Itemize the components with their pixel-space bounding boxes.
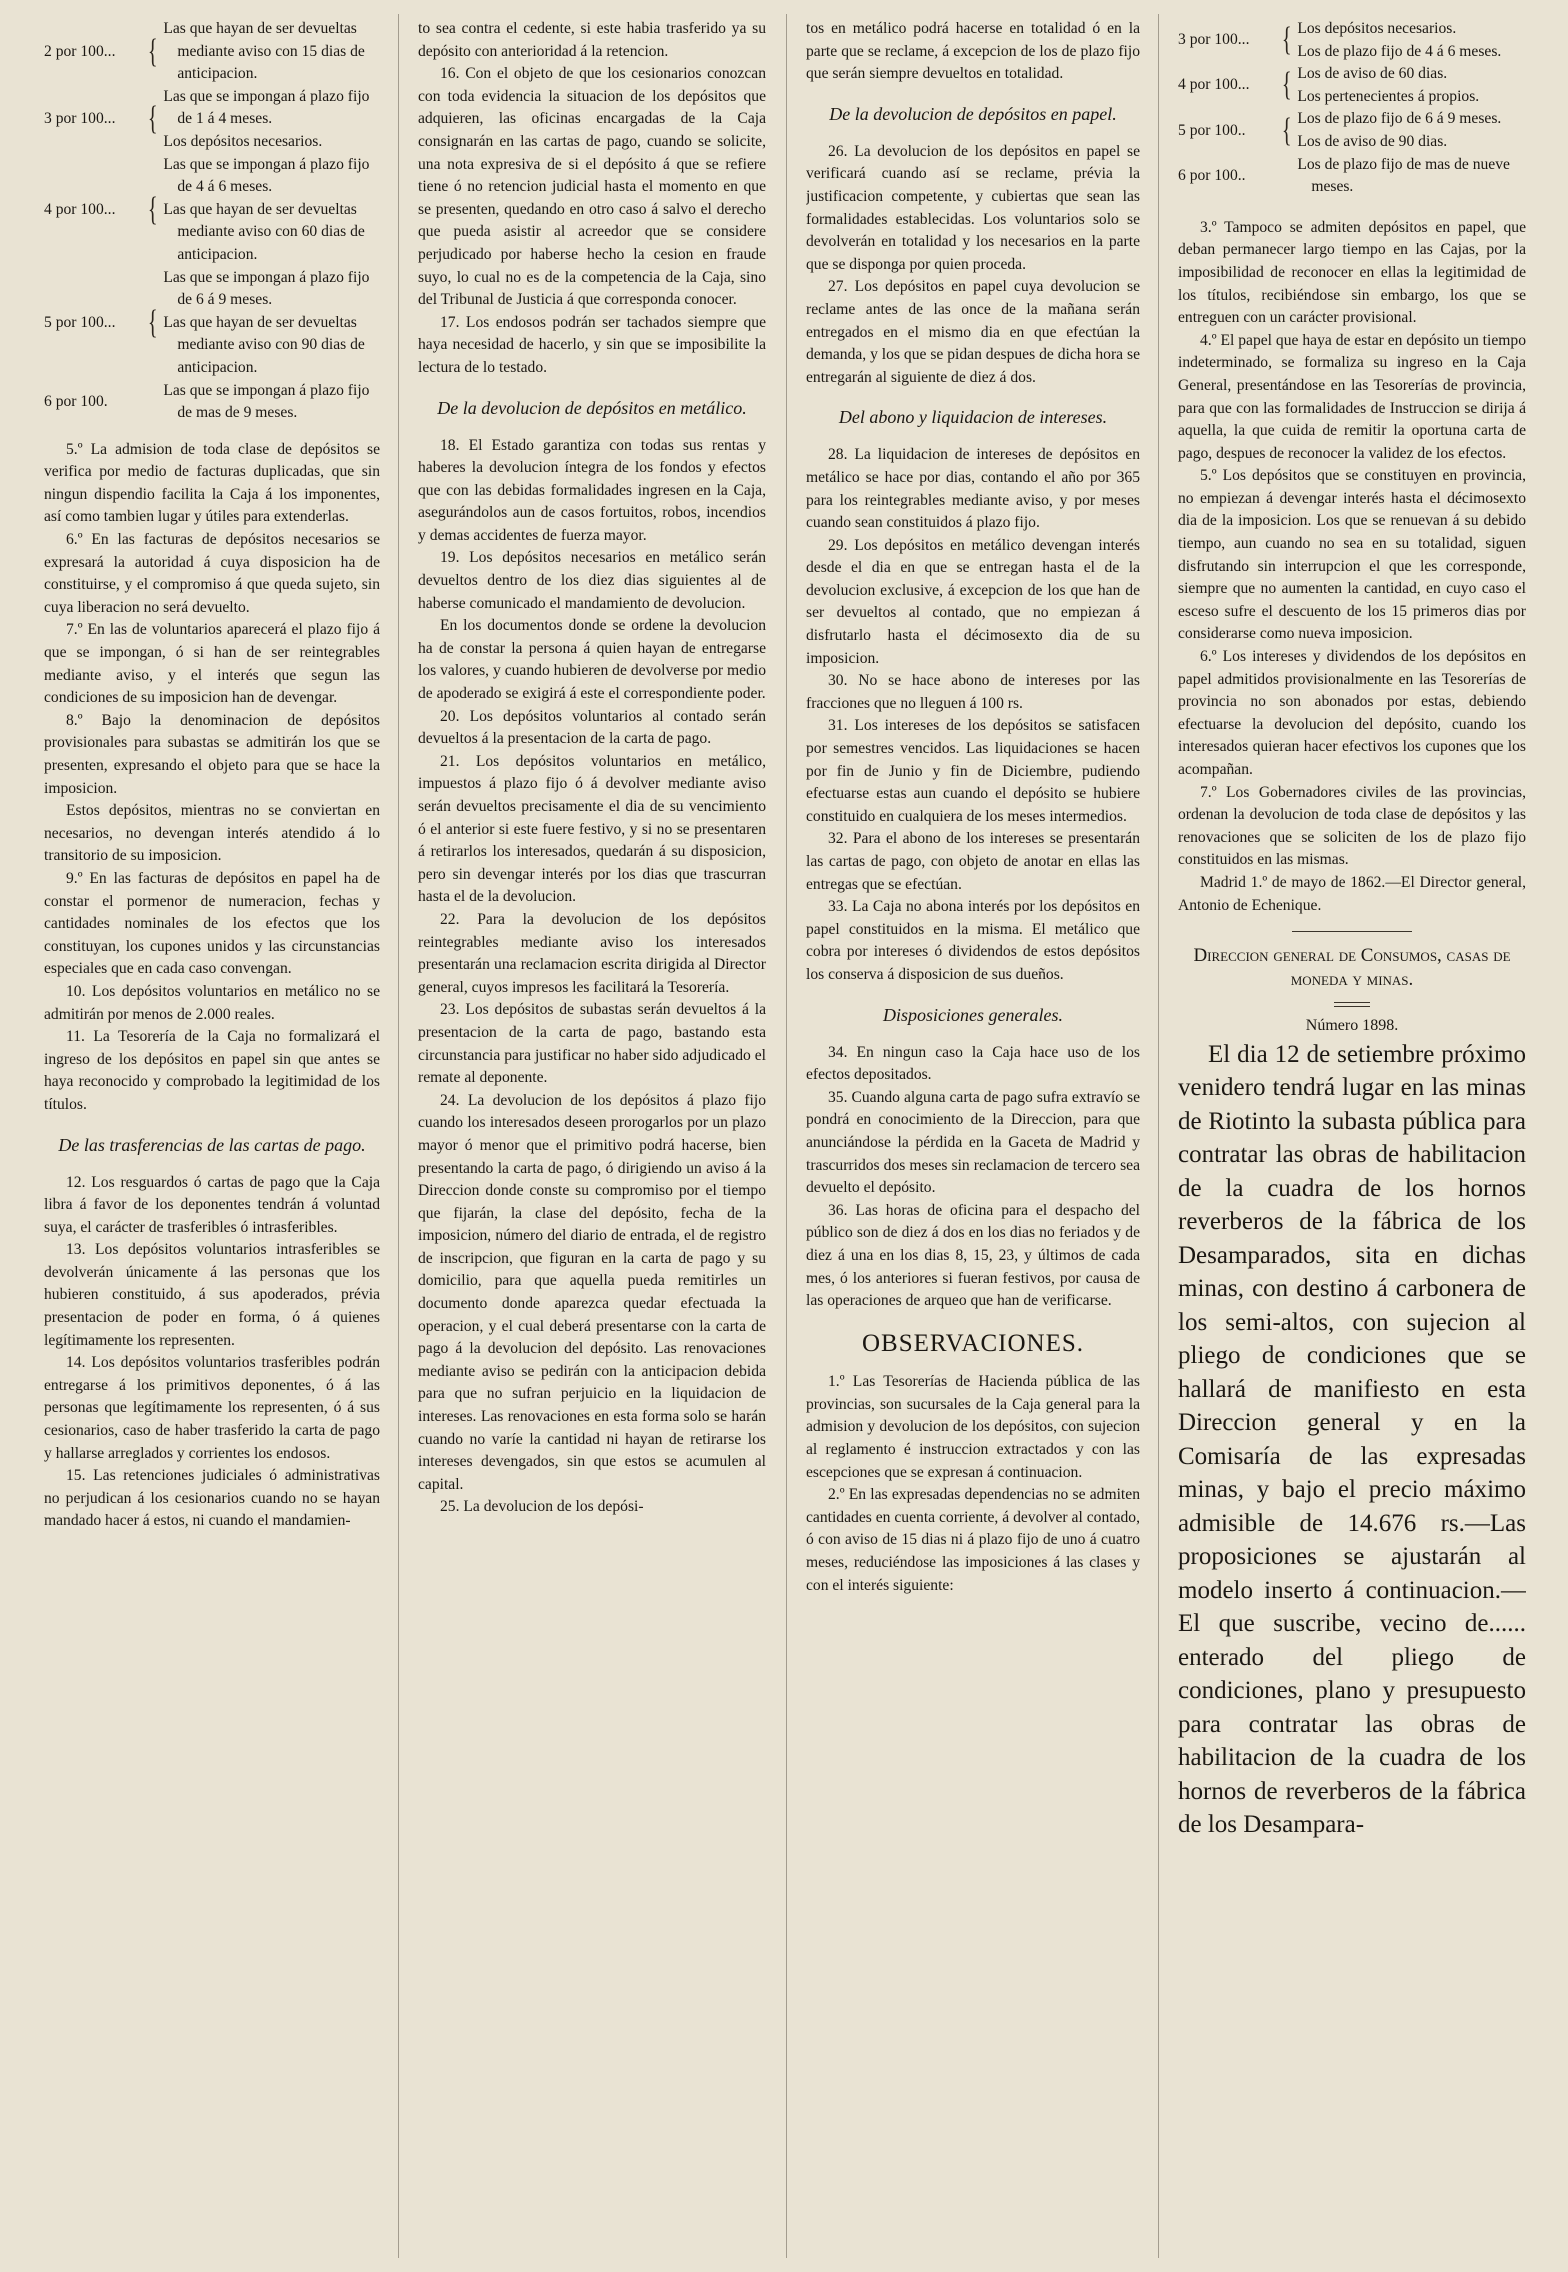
column-1	[44, 18, 380, 2260]
section-heading: Del abono y liquidacion de intereses.	[838, 407, 1108, 428]
scale-rate: 4 por 100...	[44, 200, 116, 218]
brace-glyph: {	[147, 32, 158, 70]
article-paragraph: En los documentos donde se ordene la devolucion ha de constar la persona á quien hayan de entregarse los valores, y cuando hubieren de devolverse por medio de apoderado se exigirá á este el correspondiente poder.	[418, 617, 766, 703]
scale-rate: 5 por 100...	[44, 313, 116, 331]
scale-term: Los depósitos necesarios.	[163, 132, 323, 150]
scale-row	[1178, 18, 1526, 63]
section-heading: De las trasferencias de las cartas de pago.	[58, 1134, 366, 1155]
article-paragraph: 7.º En las de voluntarios aparecerá el plazo fijo á que se impongan, ó si han de ser reintegrables mediante aviso, y el interés que segun las condiciones de su imposicion han de devengar.	[44, 621, 380, 707]
column-2	[418, 18, 766, 2260]
column-rule	[1158, 14, 1159, 2258]
scale-rate: 3 por 100...	[1178, 31, 1250, 49]
auction-announcement: El dia 12 de setiembre próximo venidero tendrá lugar en las minas de Riotinto la subasta pública para contratar las obras de habilitacion de la cuadra de los hornos reverberos de la fábrica de los Desamparados, sita en dichas minas, con destino á carbonera de los semi-altos, con sujecion al pliego de condiciones que se hallará de manifiesto en esta Direccion general y en la Comisaría de las expresadas minas, y bajo el precio máximo admisible de 14.676 rs.—Las proposiciones se ajustarán al modelo inserto á continuacion.—El que suscribe, vecino de...... enterado del pliego de condiciones, plano y presupuesto para contratar las obras de habilitacion de la cuadra de los hornos de reverberos de la fábrica de los Desampara-	[1178, 1040, 1526, 1839]
article-paragraph: 21. Los depósitos voluntarios en metálico, impuestos á plazo fijo ó á devolver mediante aviso serán devueltos precisamente el dia de su vencimiento ó el anterior si este fuere festivo, y si no se presentaren á retirarlos los interesados, quedarán á su disposicion, pero sin devengar interés por los dias que trascurran hasta el de la devolucion.	[418, 752, 766, 906]
article-paragraph: 32. Para el abono de los intereses se presentarán las cartas de pago, con objeto de anotar en ellas las entregas que se efectúan.	[806, 830, 1140, 893]
brace-glyph: {	[147, 303, 158, 341]
article-paragraph: 27. Los depósitos en papel cuya devolucion se reclame antes de las once de la mañana serán entregados en el mismo dia en que efectúan la demanda, y los que se pidan despues de dicha hora se entregarán al siguiente de diez á dos.	[806, 278, 1140, 386]
article-paragraph: 5.º La admision de toda clase de depósitos se verifica por medio de facturas duplicadas, que sin ningun dispendio facilita la Caja á los imponentes, así como tambien lugar y útiles para extenderlas.	[44, 440, 380, 526]
scale-row	[1178, 154, 1526, 199]
article-paragraph: 10. Los depósitos voluntarios en metálico no se admitirán por menos de 2.000 reales.	[44, 982, 380, 1023]
scale-rate: 5 por 100..	[1178, 121, 1246, 139]
article-paragraph: 6.º En las facturas de depósitos necesarios se expresará la autoridad á cuya disposicion ha de constituirse, y el compromiso á que queda sujeto, sin cuya liberacion no será devuelto.	[44, 531, 380, 616]
article-paragraph: 12. Los resguardos ó cartas de pago que la Caja libra á favor de los deponentes tendrán á voluntad suya, el carácter de trasferibles ó intrasferibles.	[44, 1173, 380, 1236]
provincial-scale-table	[1178, 18, 1526, 199]
scale-term: Los pertenecientes á propios.	[1297, 87, 1480, 105]
scale-term: Las que se impongan á plazo fijo de 6 á 9 meses.	[163, 268, 370, 309]
article-paragraph: 26. La devolucion de los depósitos en papel se verificará cuando así se reclame, prévia la justificacion competente, y cubiertas que sean las formalidades establecidas. Los voluntarios solo se devolverán en totalidad y los necesarios en la parte que se disponga por quien proceda.	[806, 142, 1140, 273]
article-paragraph: 1.º Las Tesorerías de Hacienda pública de las provincias, son sucursales de la Caja general para la admision y devolucion de los depósitos, con sujecion al reglamento é instruccion extractados y con las escepciones que se expresan á continuacion.	[806, 1373, 1140, 1481]
brace-glyph: {	[147, 100, 158, 138]
scale-term: Los depósitos necesarios.	[1297, 20, 1457, 37]
observaciones-heading: OBSERVACIONES.	[862, 1329, 1084, 1357]
signature-line: Madrid 1.º de mayo de 1862.—El Director general, Antonio de Echenique.	[1178, 873, 1526, 914]
article-paragraph: 6.º Los intereses y dividendos de los depósitos en papel admitidos provisionalmente en las Tesorerías de provincia no son abonados por estas, debiendo efectuarse la devolucion del depósito, cuando los interesados quieran hacer efectivos los cupones que los acompañan.	[1178, 648, 1526, 778]
brace-glyph	[1282, 154, 1294, 199]
article-paragraph: 9.º En las facturas de depósitos en papel ha de constar el pormenor de numeracion, fechas y cantidades nominales de los efectos que los constituyan, los cupones unidos y las circunstancias especiales que en cada caso convengan.	[44, 869, 380, 978]
article-paragraph: 34. En ningun caso la Caja hace uso de los efectos depositados.	[806, 1043, 1140, 1084]
scale-term: Los de aviso de 90 dias.	[1297, 132, 1448, 150]
brace-glyph: {	[1281, 66, 1292, 104]
article-paragraph: 7.º Los Gobernadores civiles de las provincias, ordenan la devolucion de toda clase de depósitos y las renovaciones que se soliciten de los de plazo fijo constituidos en las mismas.	[1178, 783, 1526, 869]
scale-row	[44, 154, 380, 267]
article-paragraph: 14. Los depósitos voluntarios trasferibles podrán entregarse á los primitivos deponentes, ó á las personas que legítimamente los representen, ó á sus cesionarios, caso de haber trasferido la carta de pago y hallarse arreglados y corrientes los endosos.	[44, 1354, 380, 1462]
scale-rate: 3 por 100...	[44, 110, 116, 128]
column-3	[806, 18, 1140, 2260]
article-paragraph: tos en metálico podrá hacerse en totalidad ó en la parte que se reclame, á excepcion de los de plazo fijo que serán siempre devueltos en totalidad.	[806, 20, 1140, 83]
article-paragraph: 30. No se hace abono de intereses por las fracciones que no lleguen á 100 rs.	[806, 672, 1140, 712]
scale-row	[1178, 108, 1526, 153]
article-paragraph: 36. Las horas de oficina para el despacho del público son de diez á dos en los dias no feriados y de diez á una en los dias 8, 15, 23, y últimos de cada mes, ó los anteriores si fueran festivos, por causa de las operaciones de arqueo que han de verificarse.	[806, 1201, 1140, 1310]
scale-rate: 6 por 100.	[44, 392, 108, 410]
scale-term: Las que hayan de ser devueltas mediante aviso con 90 dias de anticipacion.	[163, 313, 365, 376]
brace-glyph: {	[147, 190, 158, 228]
scale-rate: 4 por 100...	[1178, 76, 1250, 94]
article-paragraph: to sea contra el cedente, si este habia trasferido ya su depósito con anterioridad á la retencion.	[418, 20, 766, 60]
article-paragraph: Estos depósitos, mientras no se conviertan en necesarios, no devengan interés atendido á lo transitorio de su imposicion.	[44, 802, 380, 865]
direccion-heading: Direccion general de Consumos, casas de moneda y minas.	[1193, 945, 1511, 991]
article-paragraph: 33. La Caja no abona interés por los depósitos en papel constituidos en la misma. El metálico que cobra por intereses ó dividendos de estos depósitos los conserva á disposicion de sus dueños.	[806, 898, 1140, 983]
section-heading: De la devolucion de depósitos en metálico.	[437, 397, 747, 418]
brace-glyph	[148, 380, 160, 425]
brace-glyph: {	[1281, 21, 1292, 59]
scale-term: Los de aviso de 60 dias.	[1297, 65, 1448, 83]
scale-term: Los de plazo fijo de mas de nueve meses.	[1297, 155, 1510, 196]
scale-rate: 2 por 100...	[44, 42, 116, 60]
article-paragraph: 17. Los endosos podrán ser tachados siempre que haya necesidad de hacerlo, y sin que se imposibilite la lectura de lo testado.	[418, 313, 766, 376]
article-paragraph: 22. Para la devolucion de los depósitos reintegrables mediante aviso los interesados presentarán una reclamacion escrita dirigida al Director general, cuyos impresos les facilitará la Tesorería.	[418, 910, 766, 996]
article-paragraph: 11. La Tesorería de la Caja no formalizará el ingreso de los depósitos en papel sin que antes se haya reconocido y comprobado la legitimidad de los títulos.	[44, 1028, 380, 1113]
scale-term: Los de plazo fijo de 6 á 9 meses.	[1297, 110, 1502, 128]
scale-row	[44, 267, 380, 380]
article-paragraph: 5.º Los depósitos que se constituyen en provincia, no empiezan á devengar interés hasta el décimosexto dia de la imposicion. Los que se renuevan á su debido tiempo, aun cuando no sea en su totalidad, siguen disfrutando sin interrupcion el que les corresponde, siempre que no aumenten la cantidad, en cuyo caso el esceso sufre el descuento de los 15 primeros dias por considerarse como nueva imposicion.	[1178, 467, 1526, 643]
scale-rate: 6 por 100..	[1178, 166, 1246, 184]
interest-scale-table	[44, 18, 380, 425]
article-paragraph: 23. Los depósitos de subastas serán devueltos á la presentacion de la carta de pago, bastando esta circunstancia para justificar no haber sido adjudicado el remate al deponente.	[418, 1001, 766, 1087]
section-heading: De la devolucion de depósitos en papel.	[829, 103, 1117, 124]
announcement-number: Número 1898.	[1305, 1017, 1399, 1035]
brace-glyph: {	[1281, 111, 1292, 149]
article-paragraph: 4.º El papel que haya de estar en depósito un tiempo indeterminado, se formaliza su ingreso en la Caja General, presentándose en las Tesorerías de provincia, para que con las formalidades de Instruccion se dirija á aquella, la que cuida de remitir la oportuna carta de pago, despues de reconocer la validez de los efectos.	[1178, 331, 1526, 462]
short-divider	[1334, 1002, 1370, 1007]
article-paragraph: 31. Los intereses de los depósitos se satisfacen por semestres vencidos. Las liquidaciones se hacen por fin de Junio y fin de Diciembre, pudiendo efectuarse estas aun cuando el depósito se hubiere constituido en cualquiera de los meses intermedios.	[806, 717, 1140, 825]
column-4	[1178, 18, 1526, 2260]
scale-term: Las que hayan de ser devueltas mediante aviso con 15 dias de anticipacion.	[163, 20, 365, 83]
scale-row	[1178, 63, 1526, 108]
scale-term: Las que se impongan á plazo fijo de mas de 9 meses.	[163, 381, 370, 422]
scale-term: Las que se impongan á plazo fijo de 1 á 4 meses.	[163, 87, 370, 128]
scale-term: Los de plazo fijo de 4 á 6 meses.	[1297, 42, 1502, 60]
scale-term: Las que hayan de ser devueltas mediante aviso con 60 dias de anticipacion.	[163, 200, 365, 263]
article-paragraph: 29. Los depósitos en metálico devengan interés desde el dia en que se entregan hasta el de la devolucion exclusive, á excepcion de los que han de ser devueltos al contado, que no empiezan á disfrutarlo hasta el décimosexto dia de su imposicion.	[806, 536, 1140, 667]
section-divider	[1292, 931, 1412, 932]
article-paragraph: 35. Cuando alguna carta de pago sufra extravío se pondrá en conocimiento de la Direccion, para que anunciándose la pérdida en la Gaceta de Madrid y trascurridos dos meses sin reclamacion de tercero sea devuelto el depósito.	[806, 1088, 1140, 1197]
column-rule	[398, 14, 399, 2258]
article-paragraph: 16. Con el objeto de que los cesionarios conozcan con toda evidencia la situacion de los depósitos que adquieren, las oficinas encargadas de la Caja consignarán en las cartas de pago, cuando se solicite, una nota expresiva de si el depósito á que se refiere tiene ó no retencion judicial hasta el momento en que se presenten, quedando en otro caso á salvo el derecho que pueda asistir al acreedor que se considere perjudicado por haberse hecho la cesion en fraude suyo, lo cual no es de la competencia de la Caja, sino del Tribunal de Justicia á que corresponda conocer.	[418, 65, 766, 309]
article-paragraph: 8.º Bajo la denominacion de depósitos provisionales para subastas se admitirán los que se presenten, expresando el objeto para que se hace la imposicion.	[44, 711, 380, 797]
column-rule	[786, 14, 787, 2258]
article-paragraph: 24. La devolucion de los depósitos á plazo fijo cuando los interesados deseen prorogarlos por un plazo mayor ó menor que el primitivo podrá hacerse, bien presentando la carta de pago, ó dirigiendo un aviso á la Direccion donde conste su compromiso por el tiempo que fijarán, la clase del depósito, fecha de la imposicion, número del diario de entrada, el de registro de inscripcion, que figuran en la carta de pago y su domicilio, para que aquella pueda remitirles un documento donde aparezca quedar efectuada la operacion, y el cual deberá presentarse con la carta de pago á la devolucion del depósito. Las renovaciones mediante aviso se pedirán con la anticipacion debida para que no sufran perjuicio en la liquidacion de intereses. Las renovaciones en esta forma solo se harán cuando no varíe la cantidad ni hayan de retirarse los intereses devengados, sin que estos se acumulen al capital.	[418, 1091, 766, 1493]
article-paragraph: 18. El Estado garantiza con todas sus rentas y haberes la devolucion íntegra de los fondos y efectos que con las debidas formalidades ingresen en la Caja, asegurándolos aun de casos fortuitos, robos, incendios y demas accidentes de fuerza mayor.	[418, 436, 766, 544]
section-heading: Disposiciones generales.	[883, 1004, 1063, 1025]
scale-row	[44, 86, 380, 154]
article-paragraph: 3.º Tampoco se admiten depósitos en papel, que deban permanecer largo tiempo en las Cajas, por la imposibilidad de reconocer en ellas la legitimidad de los títulos, recibiéndose sin embargo, los que se entreguen con un carácter provisional.	[1178, 218, 1526, 327]
article-paragraph: 25. La devolucion de los depósi-	[440, 1498, 644, 1516]
article-paragraph: 2.º En las expresadas dependencias no se admiten cantidades en cuenta corriente, á devolver al contado, ó con aviso de 15 dias ni á plazo fijo de uno á cuatro meses, reduciéndose las imposiciones á las clases y con el interés siguiente:	[806, 1486, 1140, 1594]
scale-term: Las que se impongan á plazo fijo de 4 á 6 meses.	[163, 155, 370, 196]
scale-row	[44, 380, 380, 425]
article-paragraph: 13. Los depósitos voluntarios intrasferibles se devolverán únicamente á las personas que los hubieren constituido, á sus apoderados, prévia presentacion de poder en forma, ó á quienes legítimamente los representen.	[44, 1241, 380, 1349]
article-paragraph: 28. La liquidacion de intereses de depósitos en metálico se hace por dias, contando el año por 365 para los reintegrables mediante aviso, y por meses cuando sean constituidos á plazo fijo.	[806, 446, 1140, 532]
article-paragraph: 20. Los depósitos voluntarios al contado serán devueltos á la presentacion de la carta de pago.	[418, 707, 766, 748]
article-paragraph: 19. Los depósitos necesarios en metálico serán devueltos dentro de los diez dias siguientes al de haberse comunicado el mandamiento de devolucion.	[418, 549, 766, 612]
scale-row	[44, 18, 380, 86]
article-paragraph: 15. Las retenciones judiciales ó administrativas no perjudican á los cesionarios cuando no se hayan mandado hacer á estos, ni cuando el mandamien-	[44, 1467, 380, 1530]
